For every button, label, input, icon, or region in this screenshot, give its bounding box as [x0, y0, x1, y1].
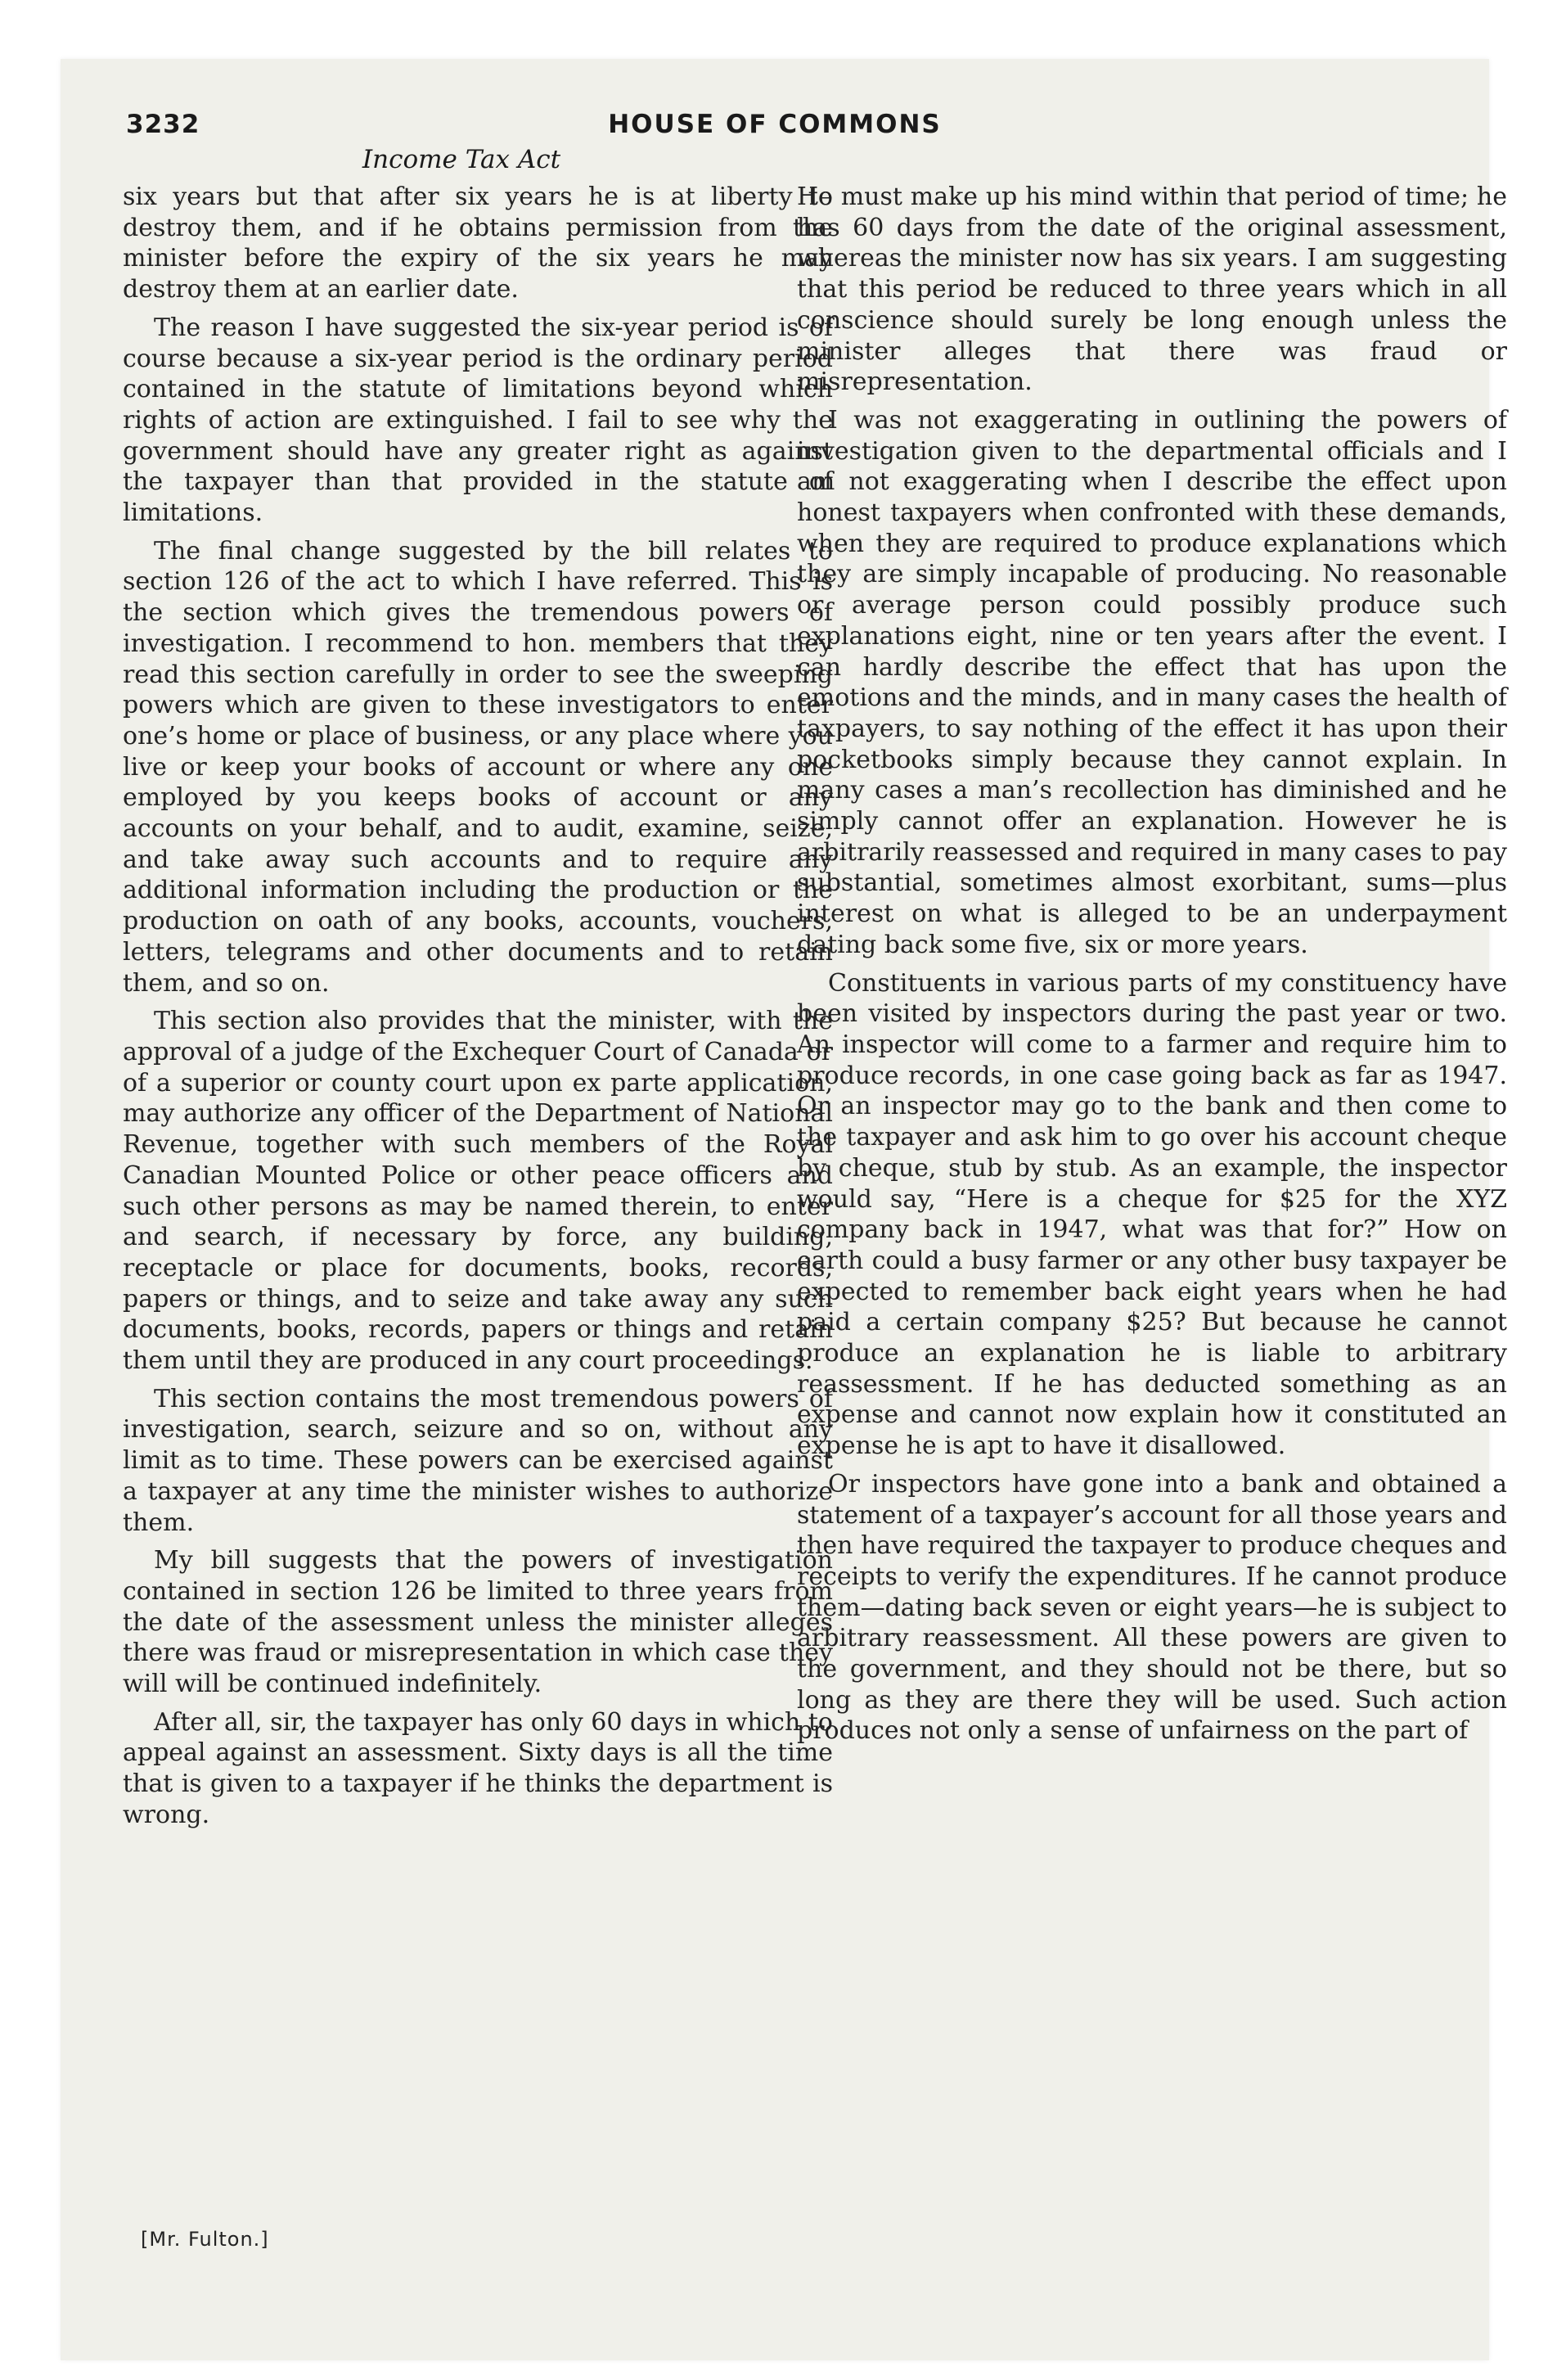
paragraph: He must make up his mind within that period of time; he has 60 days from the date of the original assessment, whereas the minister now has six years. I am suggesting that this period be reduced to three years which in all conscience should surely be long enough unless the minister alleges that there was fraud or misrepresentation. [797, 183, 1507, 397]
paragraph: The reason I have suggested the six-year period is of course because a six-year period is the ordinary period contained in the statute of limitations beyond which rights of action are extinguished. I fail to see why the government should have any greater right as against the taxpayer than that provided in the statute of limitations. [123, 313, 833, 528]
paragraph: six years but that after six years he is at liberty to destroy them, and if he obtains permission from the minister before the expiry of the six years he may destroy them at an earlier date. [123, 183, 833, 304]
paragraph: This section contains the most tremendous powers of investigation, search, seizure and so on, without any limit as to time. These powers can be exercised against a taxpayer at any time the minister wishes to authorize them. [123, 1384, 833, 1537]
paragraph: My bill suggests that the powers of investigation contained in section 126 be limited to three years from the date of the assessment unless the minister alleges there was fraud or misrepresentation in which case they will will be continued indefinitely. [123, 1546, 833, 1699]
paragraph: This section also provides that the minister, with the approval of a judge of the Exchequer Court of Canada or of a superior or county court upon ex parte application, may authorize any officer of the Department of National Revenue, together with such members of the Royal Canadian Mounted Police or other peace officers and such other persons as may be named therein, to enter and search, if necessary by force, any building, receptacle or place for documents, books, records, papers or things, and to seize and take away any such documents, books, records, papers or things and retain them until they are produced in any court proceedings. [123, 1007, 833, 1376]
left-column [123, 182, 833, 1838]
hansard-page [61, 59, 1507, 2360]
bill-title: Income Tax Act [362, 145, 561, 174]
paragraph: Constituents in various parts of my constituency have been visited by inspectors during the past year or two. An inspector will come to a farmer and require him to produce records, in one case going back as far as 1947. Or an inspector may go to the bank and then come to the taxpayer and ask him to go over his account cheque by cheque, stub by stub. As an example, the inspector would say, “Here is a cheque for $25 for the XYZ company back in 1947, what was that for?” How on earth could a busy farmer or any other busy taxpayer be expected to remember back eight years when he had paid a certain company $25? But because he cannot produce an explanation he is liable to arbitrary reassessment. If he has deducted something as an expense and cannot now explain how it constituted an expense he is apt to have it disallowed. [797, 968, 1507, 1461]
paragraph: The final change suggested by the bill relates to section 126 of the act to which I have referred. This is the section which gives the tremendous powers of investigation. I recommend to hon. members that they read this section carefully in order to see the sweeping powers which are given to these investigators to enter one’s home or place of business, or any place where you live or keep your books of account or where any one employed by you keeps books of account or any accounts on your behalf, and to audit, examine, seize, and take away such accounts and to require any additional information including the production or the production on oath of any books, accounts, vouchers, letters, telegrams and other documents and to retain them, and so on. [123, 536, 833, 998]
paragraph: Or inspectors have gone into a bank and obtained a statement of a taxpayer’s account for all those years and then have required the taxpayer to produce cheques and receipts to verify the expenditures. If he cannot produce them—dating back seven or eight years—he is subject to arbitrary reassessment. All these powers are given to the government, and they should not be there, but so long as they are there they will be used. Such action produces not only a sense of unfairness on the part of [797, 1469, 1507, 1746]
speaker-attribution: [Mr. Fulton.] [141, 2228, 269, 2251]
page-number: 3232 [126, 110, 200, 139]
paragraph: After all, sir, the taxpayer has only 60 days in which to appeal against an assessment. Sixty days is all the time that is given to a taxpayer if he thinks the department is wrong. [123, 1707, 833, 1829]
paragraph: I was not exaggerating in outlining the powers of investigation given to the departmental officials and I am not exaggerating when I describe the effect upon honest taxpayers when confronted with these demands, when they are required to produce explanations which they are simply incapable of producing. No reasonable or average person could possibly produce such explanations eight, nine or ten years after the event. I can hardly describe the effect that has upon the emotions and the minds, and in many cases the health of taxpayers, to say nothing of the effect it has upon their pocketbooks simply because they cannot explain. In many cases a man’s recollection has diminished and he simply cannot offer an explanation. However he is arbitrarily reassessed and required in many cases to pay substantial, sometimes almost exorbitant, sums—plus interest on what is alleged to be an underpayment dating back some five, six or more years. [797, 405, 1507, 959]
right-column [797, 182, 1507, 1754]
page-header: HOUSE OF COMMONS [608, 110, 942, 139]
